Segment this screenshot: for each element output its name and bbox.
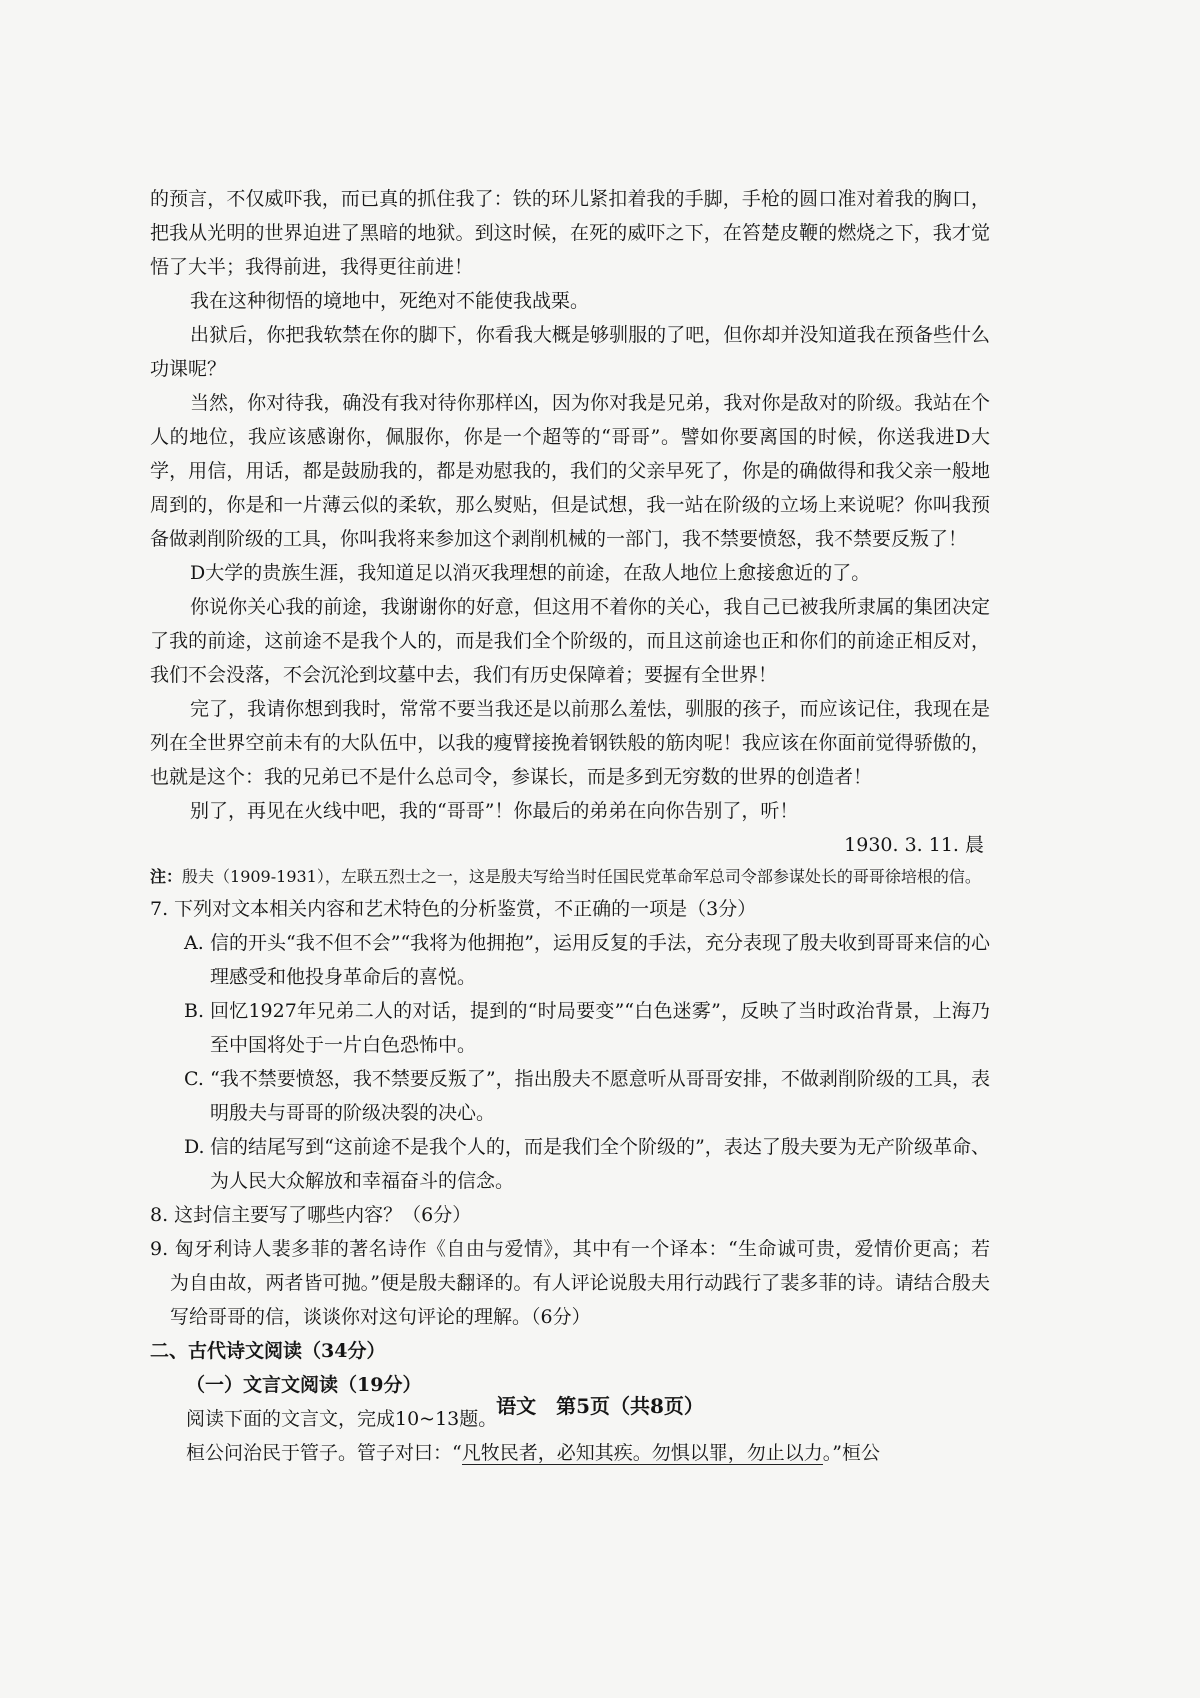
option-a [184,926,990,994]
option-letter: D. [184,1136,205,1158]
option-text: 信的开头“我不但不会”“我将为他拥抱”，运用反复的手法，充分表现了殷夫收到哥哥来信的心理感受和他投身革命后的喜悦。 [210,932,990,988]
letter-paragraph-6: 你说你关心我的前途，我谢谢你的好意，但这用不着你的关心，我自己已被我所隶属的集团决定了我的前途，这前途不是我个人的，而是我们全个阶级的，而且这前途也正和你们的前途正相反对，我们不会没落，不会沉沦到坟墓中去，我们有历史保障着；要握有全世界！ [150,596,990,686]
question-7-stem: 7. 下列对文本相关内容和艺术特色的分析鉴赏，不正确的一项是（3分） [150,898,757,920]
option-b [184,994,990,1062]
footnote-text: 殷夫（1909-1931），左联五烈士之一，这是殷夫写给当时任国民党革命军总司令部参谋处长的哥哥徐培根的信。 [182,867,981,886]
section-2-title: 二、古代诗文阅读（34分） [150,1340,386,1362]
letter-paragraph-7: 完了，我请你想到我时，常常不要当我还是以前那么羞怯，驯服的孩子，而应该记住，我现在是列在全世界空前未有的大队伍中，以我的瘦臂接挽着钢铁般的筋肉呢！我应该在你面前觉得骄傲的，也就是这个：我的兄弟已不是什么总司令，参谋长，而是多到无穷数的世界的创造者！ [150,698,990,788]
letter-paragraph-5: D大学的贵族生涯，我知道足以消灭我理想的前途，在敌人地位上愈接愈近的了。 [190,562,871,584]
question-9: 9. 匈牙利诗人裴多菲的著名诗作《自由与爱情》，其中有一个译本：“生命诚可贵，爱情价更高；若为自由故，两者皆可抛。”便是殷夫翻译的。有人评论说殷夫用行动践行了裴多菲的诗。请结合殷夫写给哥哥的信，谈谈你对这句评论的理解。（6分） [150,1238,990,1328]
letter-paragraph-1: 的预言，不仅威吓我，而已真的抓住我了：铁的环儿紧扣着我的手脚，手枪的圆口准对着我的胸口，把我从光明的世界迫进了黑暗的地狱。到这时候，在死的威吓之下，在笞楚皮鞭的燃烧之下，我才觉悟了大半；我得前进，我得更往前进！ [150,188,990,278]
classical-text-underlined: 凡牧民者，必知其疾。勿惧以罪，勿止以力 [461,1442,823,1464]
option-text: 回忆1927年兄弟二人的对话，提到的“时局要变”“白色迷雾”，反映了当时政治背景，上海乃至中国将处于一片白色恐怖中。 [210,1000,990,1056]
option-text: “我不禁要愤怒，我不禁要反叛了”，指出殷夫不愿意听从哥哥安排，不做剥削阶级的工具，表明殷夫与哥哥的阶级决裂的决心。 [210,1068,990,1124]
classical-text-post: 。”桓公 [822,1442,880,1464]
option-d [184,1130,990,1198]
footnote [150,862,990,892]
question-7-options [184,926,990,1198]
option-letter: C. [184,1068,204,1090]
page-footer: 语文 第5页（共8页） [496,1394,704,1418]
section-2-subtitle: （一）文言文阅读（19分） [186,1374,422,1396]
section-2-instruction: 阅读下面的文言文，完成10~13题。 [186,1408,498,1430]
letter-paragraph-2: 我在这种彻悟的境地中，死绝对不能使我战栗。 [190,290,590,312]
footnote-label: 注： [150,867,183,886]
classical-text-pre: 桓公问治民于管子。管子对曰：“ [186,1442,462,1464]
letter-date: 1930. 3. 11. 晨 [844,834,984,856]
option-letter: B. [184,1000,205,1022]
option-c [184,1062,990,1130]
option-letter: A. [184,932,204,954]
letter-paragraph-8: 别了，再见在火线中吧，我的“哥哥”！你最后的弟弟在向你告别了，听！ [190,800,799,822]
classical-text-first-line [186,1436,990,1470]
letter-paragraph-4: 当然，你对待我，确没有我对待你那样凶，因为你对我是兄弟，我对你是敌对的阶级。我站在个人的地位，我应该感谢你，佩服你，你是一个超等的“哥哥”。譬如你要离国的时候，你送我进D大学，用信，用话，都是鼓励我的，都是劝慰我的，我们的父亲早死了，你是的确做得和我父亲一般地周到的，你是和一片薄云似的柔软，那么熨贴，但是试想，我一站在阶级的立场上来说呢？你叫我预备做剥削阶级的工具，你叫我将来参加这个剥削机械的一部门，我不禁要愤怒，我不禁要反叛了！ [150,392,990,550]
letter-paragraph-3: 出狱后，你把我软禁在你的脚下，你看我大概是够驯服的了吧，但你却并没知道我在预备些什么功课呢？ [150,324,990,380]
option-text: 信的结尾写到“这前途不是我个人的，而是我们全个阶级的”，表达了殷夫要为无产阶级革命、为人民大众解放和幸福奋斗的信念。 [210,1136,990,1192]
question-8: 8. 这封信主要写了哪些内容？（6分） [150,1204,472,1226]
page-content [150,182,990,1470]
